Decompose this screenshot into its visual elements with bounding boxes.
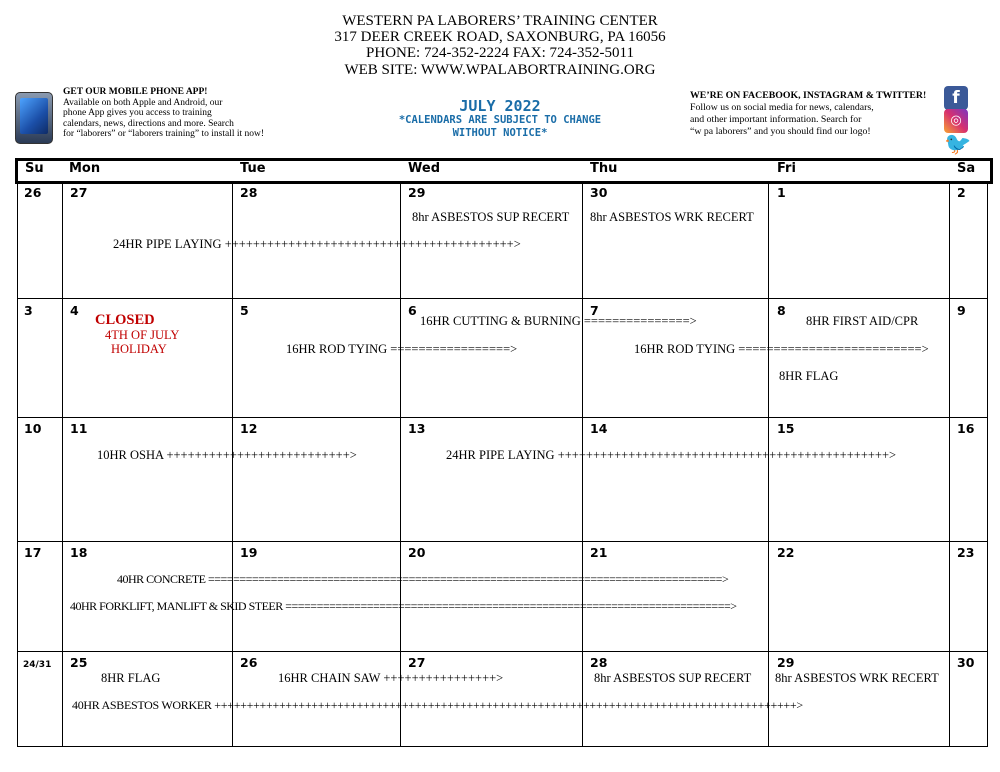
event-pipe-laying: 24HR PIPE LAYING +++++++++++++++++++++++++++++++++++++++++> <box>113 237 521 251</box>
day-header-sun: Su <box>25 161 44 176</box>
day-number: 30 <box>957 655 975 670</box>
app-promo-line: for “laborers” or “laborers training” to install it now! <box>63 129 265 139</box>
event-asbestos-sup-recert: 8hr ASBESTOS SUP RECERT <box>594 671 752 685</box>
grid-line <box>400 183 401 747</box>
event-concrete: 40HR CONCRETE ==================================================================================> <box>117 572 729 586</box>
day-number: 16 <box>957 421 975 436</box>
day-number: 1 <box>777 185 786 200</box>
day-number: 2 <box>957 185 966 200</box>
event-asbestos-wrk-recert: 8hr ASBESTOS WRK RECERT <box>775 671 939 685</box>
day-number: 29 <box>408 185 426 200</box>
grid-line <box>17 298 988 299</box>
social-promo <box>690 90 945 138</box>
day-number: 6 <box>408 303 417 318</box>
day-number: 29 <box>777 655 795 670</box>
grid-line <box>987 183 988 747</box>
app-promo-line: Available on both Apple and Android, our <box>63 97 223 108</box>
social-promo-line: “w pa laborers” and you should find our logo! <box>690 126 871 137</box>
grid-line <box>17 183 18 747</box>
center-name: WESTERN PA LABORERS’ TRAINING CENTER <box>342 13 658 29</box>
day-number: 25 <box>70 655 88 670</box>
day-number: 9 <box>957 303 966 318</box>
center-address: 317 DEER CREEK ROAD, SAXONBURG, PA 16056 <box>334 29 666 45</box>
day-number: 30 <box>590 185 608 200</box>
day-number: 8 <box>777 303 786 318</box>
grid-line <box>17 541 988 542</box>
closed-label: CLOSED <box>95 312 155 328</box>
day-number: 13 <box>408 421 426 436</box>
event-flag: 8HR FLAG <box>779 369 839 383</box>
day-header-tue: Tue <box>240 161 266 176</box>
event-rod-tying: 16HR ROD TYING ==========================> <box>634 342 929 356</box>
social-promo-line: and other important information. Search for <box>690 114 862 125</box>
mobile-phone-icon <box>15 92 53 144</box>
holiday-label: HOLIDAY <box>111 342 167 356</box>
day-number: 23 <box>957 545 975 560</box>
day-header-wed: Wed <box>408 161 440 176</box>
social-promo-title: WE’RE ON FACEBOOK, INSTAGRAM & TWITTER! <box>690 90 927 101</box>
day-number: 14 <box>590 421 608 436</box>
day-number: 17 <box>24 545 42 560</box>
event-forklift-manlift-skid-steer: 40HR FORKLIFT, MANLIFT & SKID STEER =======================================================================> <box>70 599 737 613</box>
event-osha: 10HR OSHA ++++++++++++++++++++++++++> <box>97 448 357 462</box>
day-number: 26 <box>240 655 258 670</box>
day-number: 28 <box>590 655 608 670</box>
grid-line <box>17 746 988 747</box>
app-promo-line: phone App gives you access to training <box>63 108 212 118</box>
grid-line <box>768 183 769 747</box>
day-number: 19 <box>240 545 258 560</box>
app-promo <box>63 87 303 140</box>
event-first-aid-cpr: 8HR FIRST AID/CPR <box>806 314 919 328</box>
facebook-icon[interactable]: f <box>944 86 968 110</box>
day-header-thu: Thu <box>590 161 618 176</box>
day-number: 10 <box>24 421 42 436</box>
instagram-icon[interactable]: ◎ <box>944 109 968 133</box>
day-number: 27 <box>70 185 88 200</box>
event-rod-tying: 16HR ROD TYING =================> <box>286 342 518 356</box>
app-promo-title: GET OUR MOBILE PHONE APP! <box>63 87 208 97</box>
event-chain-saw: 16HR CHAIN SAW ++++++++++++++++> <box>278 671 504 685</box>
month-title: JULY 2022 <box>459 97 541 115</box>
day-number: 7 <box>590 303 599 318</box>
day-number: 3 <box>24 303 33 318</box>
day-number: 18 <box>70 545 88 560</box>
social-promo-line: Follow us on social media for news, calendars, <box>690 102 874 113</box>
event-asbestos-worker: 40HR ASBESTOS WORKER ++++++++++++++++++++++++++++++++++++++++++++++++++++++++++++++++++++++++++++++++++++++++++> <box>72 698 803 712</box>
day-number: 15 <box>777 421 795 436</box>
grid-line <box>232 183 233 747</box>
notice-line: WITHOUT NOTICE* <box>452 127 548 139</box>
day-header-fri: Fri <box>777 161 796 176</box>
grid-line <box>949 183 950 747</box>
day-number: 27 <box>408 655 426 670</box>
twitter-icon[interactable]: 🐦 <box>944 132 972 157</box>
day-header-mon: Mon <box>69 161 101 176</box>
grid-line <box>17 417 988 418</box>
day-number: 12 <box>240 421 258 436</box>
day-number: 21 <box>590 545 608 560</box>
day-number: 11 <box>70 421 88 436</box>
day-number: 20 <box>408 545 426 560</box>
day-number: 28 <box>240 185 258 200</box>
event-flag: 8HR FLAG <box>101 671 161 685</box>
day-number: 4 <box>70 303 79 318</box>
grid-line <box>582 183 583 747</box>
event-asbestos-sup-recert: 8hr ASBESTOS SUP RECERT <box>412 210 570 224</box>
day-number: 22 <box>777 545 795 560</box>
app-promo-line: calendars, news, directions and more. Search <box>63 118 234 129</box>
grid-line <box>17 651 988 652</box>
center-website: WEB SITE: WWW.WPALABORTRAINING.ORG <box>344 62 656 78</box>
day-header-sat: Sa <box>957 161 976 176</box>
holiday-label: 4TH OF JULY <box>105 328 180 342</box>
day-number: 5 <box>240 303 249 318</box>
day-number: 26 <box>24 185 42 200</box>
event-cutting-burning: 16HR CUTTING & BURNING ===============> <box>420 314 697 328</box>
day-number: 24/31 <box>23 660 52 670</box>
notice-line: *CALENDARS ARE SUBJECT TO CHANGE <box>398 114 602 126</box>
event-pipe-laying: 24HR PIPE LAYING +++++++++++++++++++++++++++++++++++++++++++++++> <box>446 448 897 462</box>
center-phone: PHONE: 724-352-2224 FAX: 724-352-5011 <box>366 45 634 61</box>
event-asbestos-wrk-recert: 8hr ASBESTOS WRK RECERT <box>590 210 754 224</box>
grid-line <box>62 183 63 747</box>
day-header-bar <box>15 158 993 184</box>
